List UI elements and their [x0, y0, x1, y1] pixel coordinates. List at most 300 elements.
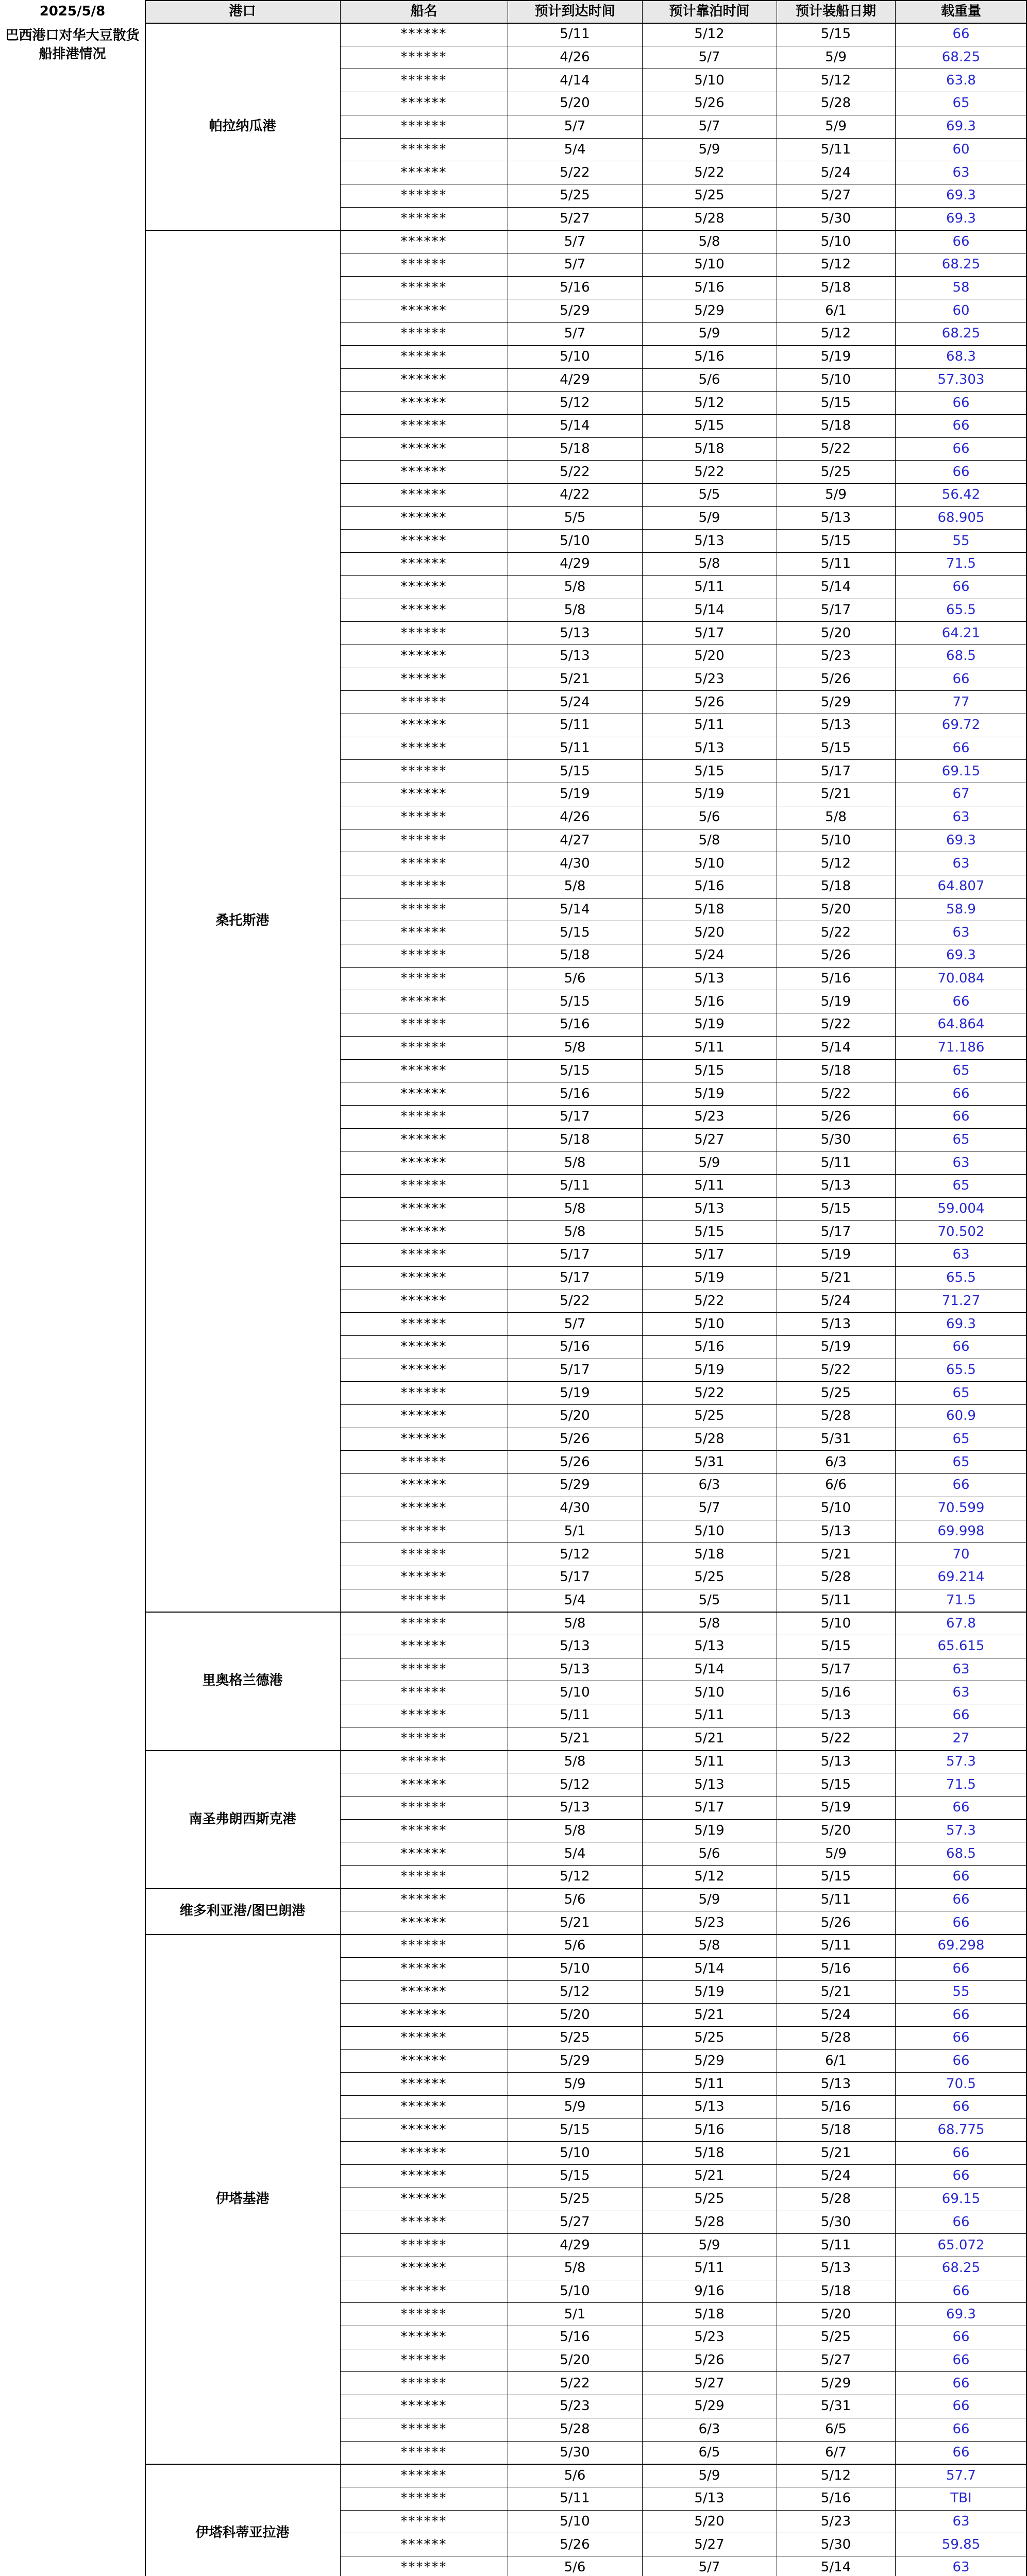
- loading-date: 5/15: [820, 1201, 851, 1217]
- loading-date: 5/13: [820, 717, 851, 733]
- load-capacity: 69.3: [946, 947, 976, 963]
- arrival-date: 5/10: [560, 2145, 590, 2161]
- load-capacity: 65.5: [946, 1362, 976, 1378]
- arrival-date: 5/8: [564, 1224, 586, 1240]
- load-capacity: 70.5: [946, 2076, 976, 2092]
- loading-date: 5/26: [820, 947, 851, 963]
- load-capacity: 71.5: [946, 556, 976, 572]
- berthing-date: 5/28: [694, 1431, 725, 1447]
- loading-date: 5/22: [820, 924, 851, 940]
- berthing-date: 5/10: [694, 1684, 725, 1700]
- berthing-date: 5/16: [694, 878, 725, 894]
- load-capacity: 69.3: [946, 2306, 976, 2322]
- berthing-date: 5/16: [694, 349, 725, 365]
- arrival-date: 5/19: [560, 786, 590, 802]
- load-capacity: 57.3: [946, 1822, 976, 1838]
- arrival-date: 5/5: [564, 510, 586, 526]
- arrival-date: 5/12: [560, 1984, 590, 1999]
- ship-name: ******: [400, 740, 447, 756]
- arrival-date: 5/26: [560, 1454, 590, 1470]
- berthing-date: 5/19: [694, 1984, 725, 1999]
- loading-date: 5/30: [820, 1131, 851, 1147]
- port-name: 帕拉纳瓜港: [209, 118, 276, 134]
- load-capacity: 66: [952, 395, 970, 411]
- arrival-date: 5/15: [560, 2168, 590, 2184]
- loading-date: 5/17: [820, 1662, 851, 1677]
- load-capacity: 58: [952, 280, 970, 296]
- load-capacity: 65.5: [946, 602, 976, 618]
- port-name: 伊塔科蒂亚拉港: [195, 2525, 290, 2541]
- arrival-date: 5/14: [560, 901, 590, 917]
- ship-name: ******: [400, 1224, 447, 1240]
- arrival-date: 5/29: [560, 302, 590, 318]
- ship-name: ******: [400, 1477, 447, 1493]
- arrival-date: 5/15: [560, 924, 590, 940]
- arrival-date: 5/18: [560, 440, 590, 456]
- arrival-date: 5/15: [560, 2122, 590, 2138]
- ship-name: ******: [400, 2560, 447, 2575]
- loading-date: 5/21: [820, 2145, 851, 2161]
- loading-date: 5/19: [820, 1339, 851, 1355]
- ship-name: ******: [400, 993, 447, 1009]
- loading-date: 5/20: [820, 901, 851, 917]
- load-capacity: 66: [952, 2329, 970, 2345]
- ship-name: ******: [400, 1339, 447, 1355]
- ship-name: ******: [400, 1431, 447, 1447]
- loading-date: 5/14: [820, 579, 851, 595]
- ship-name: ******: [400, 2260, 447, 2276]
- arrival-date: 5/15: [560, 1062, 590, 1078]
- berthing-date: 5/9: [698, 2467, 720, 2483]
- berthing-date: 5/12: [694, 1869, 725, 1885]
- ship-name: ******: [400, 1592, 447, 1608]
- arrival-date: 5/22: [560, 1293, 590, 1309]
- ship-name: ******: [400, 832, 447, 848]
- berthing-date: 5/14: [694, 1961, 725, 1977]
- loading-date: 6/1: [825, 302, 847, 318]
- arrival-date: 5/24: [560, 694, 590, 710]
- load-capacity: 66: [952, 1869, 970, 1885]
- berthing-date: 5/15: [694, 1062, 725, 1078]
- ship-name: ******: [400, 1201, 447, 1217]
- ship-name: ******: [400, 280, 447, 296]
- loading-date: 5/19: [820, 993, 851, 1009]
- loading-date: 5/9: [825, 487, 847, 503]
- loading-date: 5/25: [820, 1385, 851, 1401]
- loading-date: 5/14: [820, 2560, 851, 2575]
- arrival-date: 5/17: [560, 1270, 590, 1286]
- load-capacity: 66: [952, 2007, 970, 2023]
- arrival-date: 5/12: [560, 1869, 590, 1885]
- berthing-date: 5/27: [694, 2536, 725, 2552]
- arrival-date: 5/13: [560, 1638, 590, 1654]
- ship-name: ******: [400, 1086, 447, 1101]
- loading-date: 5/13: [820, 1316, 851, 1332]
- loading-date: 5/11: [820, 141, 851, 157]
- loading-date: 5/11: [820, 1155, 851, 1171]
- loading-date: 5/20: [820, 1822, 851, 1838]
- berthing-date: 5/18: [694, 2145, 725, 2161]
- loading-date: 5/10: [820, 1500, 851, 1516]
- loading-date: 5/23: [820, 2513, 851, 2529]
- arrival-date: 5/8: [564, 579, 586, 595]
- load-capacity: 66: [952, 671, 970, 687]
- load-capacity: 66: [952, 2053, 970, 2069]
- load-capacity: 66: [952, 2283, 970, 2299]
- arrival-date: 5/25: [560, 2030, 590, 2046]
- loading-date: 5/30: [820, 210, 851, 226]
- berthing-date: 5/13: [694, 1201, 725, 1217]
- arrival-date: 5/12: [560, 395, 590, 411]
- ship-name: ******: [400, 1776, 447, 1792]
- ship-name: ******: [400, 464, 447, 480]
- ship-name: ******: [400, 257, 447, 273]
- loading-date: 5/28: [820, 1569, 851, 1585]
- berthing-date: 5/11: [694, 579, 725, 595]
- load-capacity: 66: [952, 2421, 970, 2437]
- loading-date: 5/19: [820, 1800, 851, 1816]
- berthing-date: 5/16: [694, 1339, 725, 1355]
- berthing-date: 5/16: [694, 993, 725, 1009]
- arrival-date: 5/7: [564, 257, 586, 273]
- ship-name: ******: [400, 2237, 447, 2253]
- arrival-date: 5/17: [560, 1569, 590, 1585]
- loading-date: 6/5: [825, 2421, 847, 2437]
- arrival-date: 5/13: [560, 1800, 590, 1816]
- load-capacity: 63: [952, 855, 970, 871]
- load-capacity: 66: [952, 440, 970, 456]
- loading-date: 5/31: [820, 2398, 851, 2414]
- berthing-date: 5/18: [694, 1546, 725, 1562]
- arrival-date: 5/16: [560, 2329, 590, 2345]
- arrival-date: 5/13: [560, 625, 590, 641]
- load-capacity: 63: [952, 1247, 970, 1263]
- ship-name: ******: [400, 510, 447, 526]
- loading-date: 5/18: [820, 2122, 851, 2138]
- load-capacity: 66: [952, 1339, 970, 1355]
- ship-name: ******: [400, 1892, 447, 1908]
- arrival-date: 5/1: [564, 1523, 586, 1539]
- berthing-date: 5/7: [698, 118, 720, 134]
- berthing-date: 5/16: [694, 2122, 725, 2138]
- berthing-date: 5/10: [694, 1523, 725, 1539]
- arrival-date: 5/20: [560, 1408, 590, 1424]
- ship-name: ******: [400, 141, 447, 157]
- berthing-date: 5/28: [694, 210, 725, 226]
- ship-name: ******: [400, 95, 447, 111]
- arrival-date: 4/26: [560, 809, 590, 825]
- load-capacity: 66: [952, 1800, 970, 1816]
- load-capacity: 57.7: [946, 2467, 976, 2483]
- berthing-date: 5/8: [698, 832, 720, 848]
- berthing-date: 5/27: [694, 2375, 725, 2391]
- loading-date: 5/18: [820, 1062, 851, 1078]
- loading-date: 5/8: [825, 809, 847, 825]
- port-name: 南圣弗朗西斯克港: [189, 1811, 296, 1827]
- arrival-date: 5/14: [560, 418, 590, 434]
- arrival-date: 5/16: [560, 280, 590, 296]
- arrival-date: 5/29: [560, 2053, 590, 2069]
- port-name: 桑托斯港: [215, 913, 270, 929]
- loading-date: 5/25: [820, 2329, 851, 2345]
- berthing-date: 5/23: [694, 1914, 725, 1930]
- berthing-date: 5/25: [694, 1569, 725, 1585]
- berthing-date: 5/5: [698, 487, 720, 503]
- loading-date: 5/28: [820, 1408, 851, 1424]
- berthing-date: 5/25: [694, 2030, 725, 2046]
- load-capacity: 65: [952, 1454, 970, 1470]
- loading-date: 5/16: [820, 2099, 851, 2115]
- load-capacity: 66: [952, 1109, 970, 1125]
- loading-date: 5/22: [820, 440, 851, 456]
- load-capacity: 68.5: [946, 648, 976, 664]
- loading-date: 6/3: [825, 1454, 847, 1470]
- loading-date: 5/18: [820, 418, 851, 434]
- berthing-date: 5/22: [694, 464, 725, 480]
- ship-name: ******: [400, 210, 447, 226]
- ship-name: ******: [400, 1638, 447, 1654]
- load-capacity: 58.9: [946, 901, 976, 917]
- berthing-date: 5/21: [694, 2168, 725, 2184]
- ship-name: ******: [400, 1408, 447, 1424]
- ship-name: ******: [400, 2421, 447, 2437]
- berthing-date: 5/15: [694, 1224, 725, 1240]
- berthing-date: 5/21: [694, 2007, 725, 2023]
- load-capacity: 66: [952, 993, 970, 1009]
- arrival-date: 5/8: [564, 2260, 586, 2276]
- load-capacity: 66: [952, 1086, 970, 1101]
- arrival-date: 5/8: [564, 602, 586, 618]
- ship-name: ******: [400, 1316, 447, 1332]
- load-capacity: 68.905: [937, 510, 985, 526]
- loading-date: 5/16: [820, 971, 851, 987]
- berthing-date: 5/28: [694, 2214, 725, 2230]
- load-capacity: 66: [952, 1892, 970, 1908]
- berthing-date: 5/13: [694, 971, 725, 987]
- ship-name: ******: [400, 2214, 447, 2230]
- load-capacity: 68.25: [941, 326, 981, 342]
- loading-date: 5/12: [820, 855, 851, 871]
- loading-date: 5/22: [820, 1731, 851, 1747]
- column-header-port: 港口: [145, 0, 340, 23]
- arrival-date: 5/16: [560, 1016, 590, 1032]
- loading-date: 5/17: [820, 602, 851, 618]
- arrival-date: 4/30: [560, 855, 590, 871]
- ship-name: ******: [400, 1800, 447, 1816]
- arrival-date: 5/30: [560, 2444, 590, 2460]
- berthing-date: 5/9: [698, 1892, 720, 1908]
- arrival-date: 5/8: [564, 1201, 586, 1217]
- ship-name: ******: [400, 2168, 447, 2184]
- berthing-date: 5/10: [694, 1316, 725, 1332]
- ship-name: ******: [400, 49, 447, 65]
- ship-name: ******: [400, 2375, 447, 2391]
- berthing-date: 5/31: [694, 1454, 725, 1470]
- load-capacity: 63: [952, 924, 970, 940]
- arrival-date: 5/10: [560, 2513, 590, 2529]
- loading-date: 5/11: [820, 1592, 851, 1608]
- load-capacity: 63: [952, 2560, 970, 2575]
- ship-name: ******: [400, 233, 447, 249]
- column-divider: [340, 0, 341, 2576]
- arrival-date: 5/28: [560, 2421, 590, 2437]
- berthing-date: 5/9: [698, 141, 720, 157]
- load-capacity: 66: [952, 2099, 970, 2115]
- loading-date: 5/22: [820, 1016, 851, 1032]
- load-capacity: 65.5: [946, 1270, 976, 1286]
- berthing-date: 5/26: [694, 95, 725, 111]
- load-capacity: 69.998: [937, 1523, 985, 1539]
- load-capacity: 65: [952, 1062, 970, 1078]
- ship-name: ******: [400, 26, 447, 42]
- ship-name: ******: [400, 1178, 447, 1194]
- ship-name: ******: [400, 1131, 447, 1147]
- berthing-date: 5/18: [694, 2306, 725, 2322]
- load-capacity: 59.004: [937, 1201, 985, 1217]
- berthing-date: 5/25: [694, 188, 725, 204]
- berthing-date: 5/25: [694, 1408, 725, 1424]
- ship-name: ******: [400, 1615, 447, 1631]
- arrival-date: 5/7: [564, 1316, 586, 1332]
- berthing-date: 5/7: [698, 2560, 720, 2575]
- load-capacity: 71.27: [941, 1293, 981, 1309]
- berthing-date: 5/15: [694, 418, 725, 434]
- berthing-date: 5/23: [694, 1109, 725, 1125]
- arrival-date: 5/4: [564, 1845, 586, 1861]
- loading-date: 5/24: [820, 1293, 851, 1309]
- loading-date: 5/25: [820, 464, 851, 480]
- loading-date: 5/17: [820, 1224, 851, 1240]
- loading-date: 5/11: [820, 556, 851, 572]
- load-capacity: 63: [952, 809, 970, 825]
- column-header-berthing: 预计靠泊时间: [642, 0, 777, 23]
- berthing-date: 5/20: [694, 924, 725, 940]
- arrival-date: 4/30: [560, 1500, 590, 1516]
- loading-date: 5/15: [820, 395, 851, 411]
- load-capacity: 66: [952, 2145, 970, 2161]
- berthing-date: 5/7: [698, 1500, 720, 1516]
- loading-date: 5/9: [825, 1845, 847, 1861]
- berthing-date: 5/19: [694, 1362, 725, 1378]
- ship-name: ******: [400, 349, 447, 365]
- column-header-arrival: 预计到达时间: [508, 0, 642, 23]
- ship-name: ******: [400, 1731, 447, 1747]
- ship-name: ******: [400, 1869, 447, 1885]
- arrival-date: 5/8: [564, 1155, 586, 1171]
- load-capacity: 64.807: [937, 878, 985, 894]
- loading-date: 5/27: [820, 2352, 851, 2368]
- arrival-date: 5/10: [560, 533, 590, 549]
- ship-name: ******: [400, 901, 447, 917]
- load-capacity: 69.214: [937, 1569, 985, 1585]
- berthing-date: 5/10: [694, 72, 725, 88]
- loading-date: 5/12: [820, 326, 851, 342]
- berthing-date: 5/10: [694, 257, 725, 273]
- berthing-date: 5/26: [694, 694, 725, 710]
- load-capacity: 68.25: [941, 49, 981, 65]
- load-capacity: 65: [952, 95, 970, 111]
- load-capacity: 77: [952, 694, 970, 710]
- arrival-date: 5/19: [560, 1385, 590, 1401]
- column-divider: [895, 0, 896, 2576]
- load-capacity: 66: [952, 1477, 970, 1493]
- arrival-date: 5/8: [564, 878, 586, 894]
- berthing-date: 5/11: [694, 1040, 725, 1056]
- arrival-date: 5/7: [564, 326, 586, 342]
- loading-date: 5/22: [820, 1086, 851, 1101]
- loading-date: 5/24: [820, 2168, 851, 2184]
- berthing-date: 5/22: [694, 1385, 725, 1401]
- berthing-date: 5/12: [694, 395, 725, 411]
- berthing-date: 5/17: [694, 1800, 725, 1816]
- berthing-date: 5/15: [694, 763, 725, 779]
- load-capacity: 66: [952, 464, 970, 480]
- ship-name: ******: [400, 717, 447, 733]
- load-capacity: 66: [952, 2352, 970, 2368]
- ship-name: ******: [400, 2490, 447, 2506]
- loading-date: 5/28: [820, 95, 851, 111]
- ship-name: ******: [400, 556, 447, 572]
- load-capacity: 57.303: [937, 371, 985, 387]
- arrival-date: 5/11: [560, 740, 590, 756]
- arrival-date: 5/15: [560, 763, 590, 779]
- column-header-loading: 预计装船日期: [777, 0, 895, 23]
- arrival-date: 5/10: [560, 349, 590, 365]
- loading-date: 5/13: [820, 2260, 851, 2276]
- report-date: 2025/5/8: [39, 4, 106, 19]
- loading-date: 5/15: [820, 533, 851, 549]
- ship-name: ******: [400, 763, 447, 779]
- berthing-date: 5/13: [694, 1776, 725, 1792]
- arrival-date: 5/10: [560, 1961, 590, 1977]
- berthing-date: 6/3: [698, 2421, 720, 2437]
- loading-date: 6/7: [825, 2444, 847, 2460]
- ship-name: ******: [400, 855, 447, 871]
- berthing-date: 5/11: [694, 2260, 725, 2276]
- ship-name: ******: [400, 1454, 447, 1470]
- column-header-ship: 船名: [340, 0, 508, 23]
- berthing-date: 5/8: [698, 1938, 720, 1954]
- ship-name: ******: [400, 1684, 447, 1700]
- arrival-date: 4/27: [560, 832, 590, 848]
- load-capacity: 65: [952, 1385, 970, 1401]
- load-capacity: TBI: [950, 2490, 972, 2506]
- loading-date: 5/26: [820, 1109, 851, 1125]
- berthing-date: 5/9: [698, 1155, 720, 1171]
- arrival-date: 5/18: [560, 1131, 590, 1147]
- arrival-date: 5/20: [560, 95, 590, 111]
- berthing-date: 5/14: [694, 602, 725, 618]
- port-name: 维多利亚港/图巴朗港: [179, 1903, 306, 1919]
- loading-date: 5/20: [820, 625, 851, 641]
- loading-date: 5/24: [820, 164, 851, 180]
- port-name: 伊塔基港: [215, 2191, 270, 2207]
- load-capacity: 65: [952, 1431, 970, 1447]
- arrival-date: 5/8: [564, 1822, 586, 1838]
- ship-name: ******: [400, 1546, 447, 1562]
- berthing-date: 5/18: [694, 440, 725, 456]
- berthing-date: 5/26: [694, 2352, 725, 2368]
- load-capacity: 66: [952, 1961, 970, 1977]
- berthing-date: 5/19: [694, 1822, 725, 1838]
- load-capacity: 71.5: [946, 1592, 976, 1608]
- loading-date: 5/10: [820, 371, 851, 387]
- load-capacity: 69.3: [946, 118, 976, 134]
- arrival-date: 5/6: [564, 1938, 586, 1954]
- load-capacity: 56.42: [941, 487, 981, 503]
- arrival-date: 5/8: [564, 1615, 586, 1631]
- load-capacity: 63: [952, 1662, 970, 1677]
